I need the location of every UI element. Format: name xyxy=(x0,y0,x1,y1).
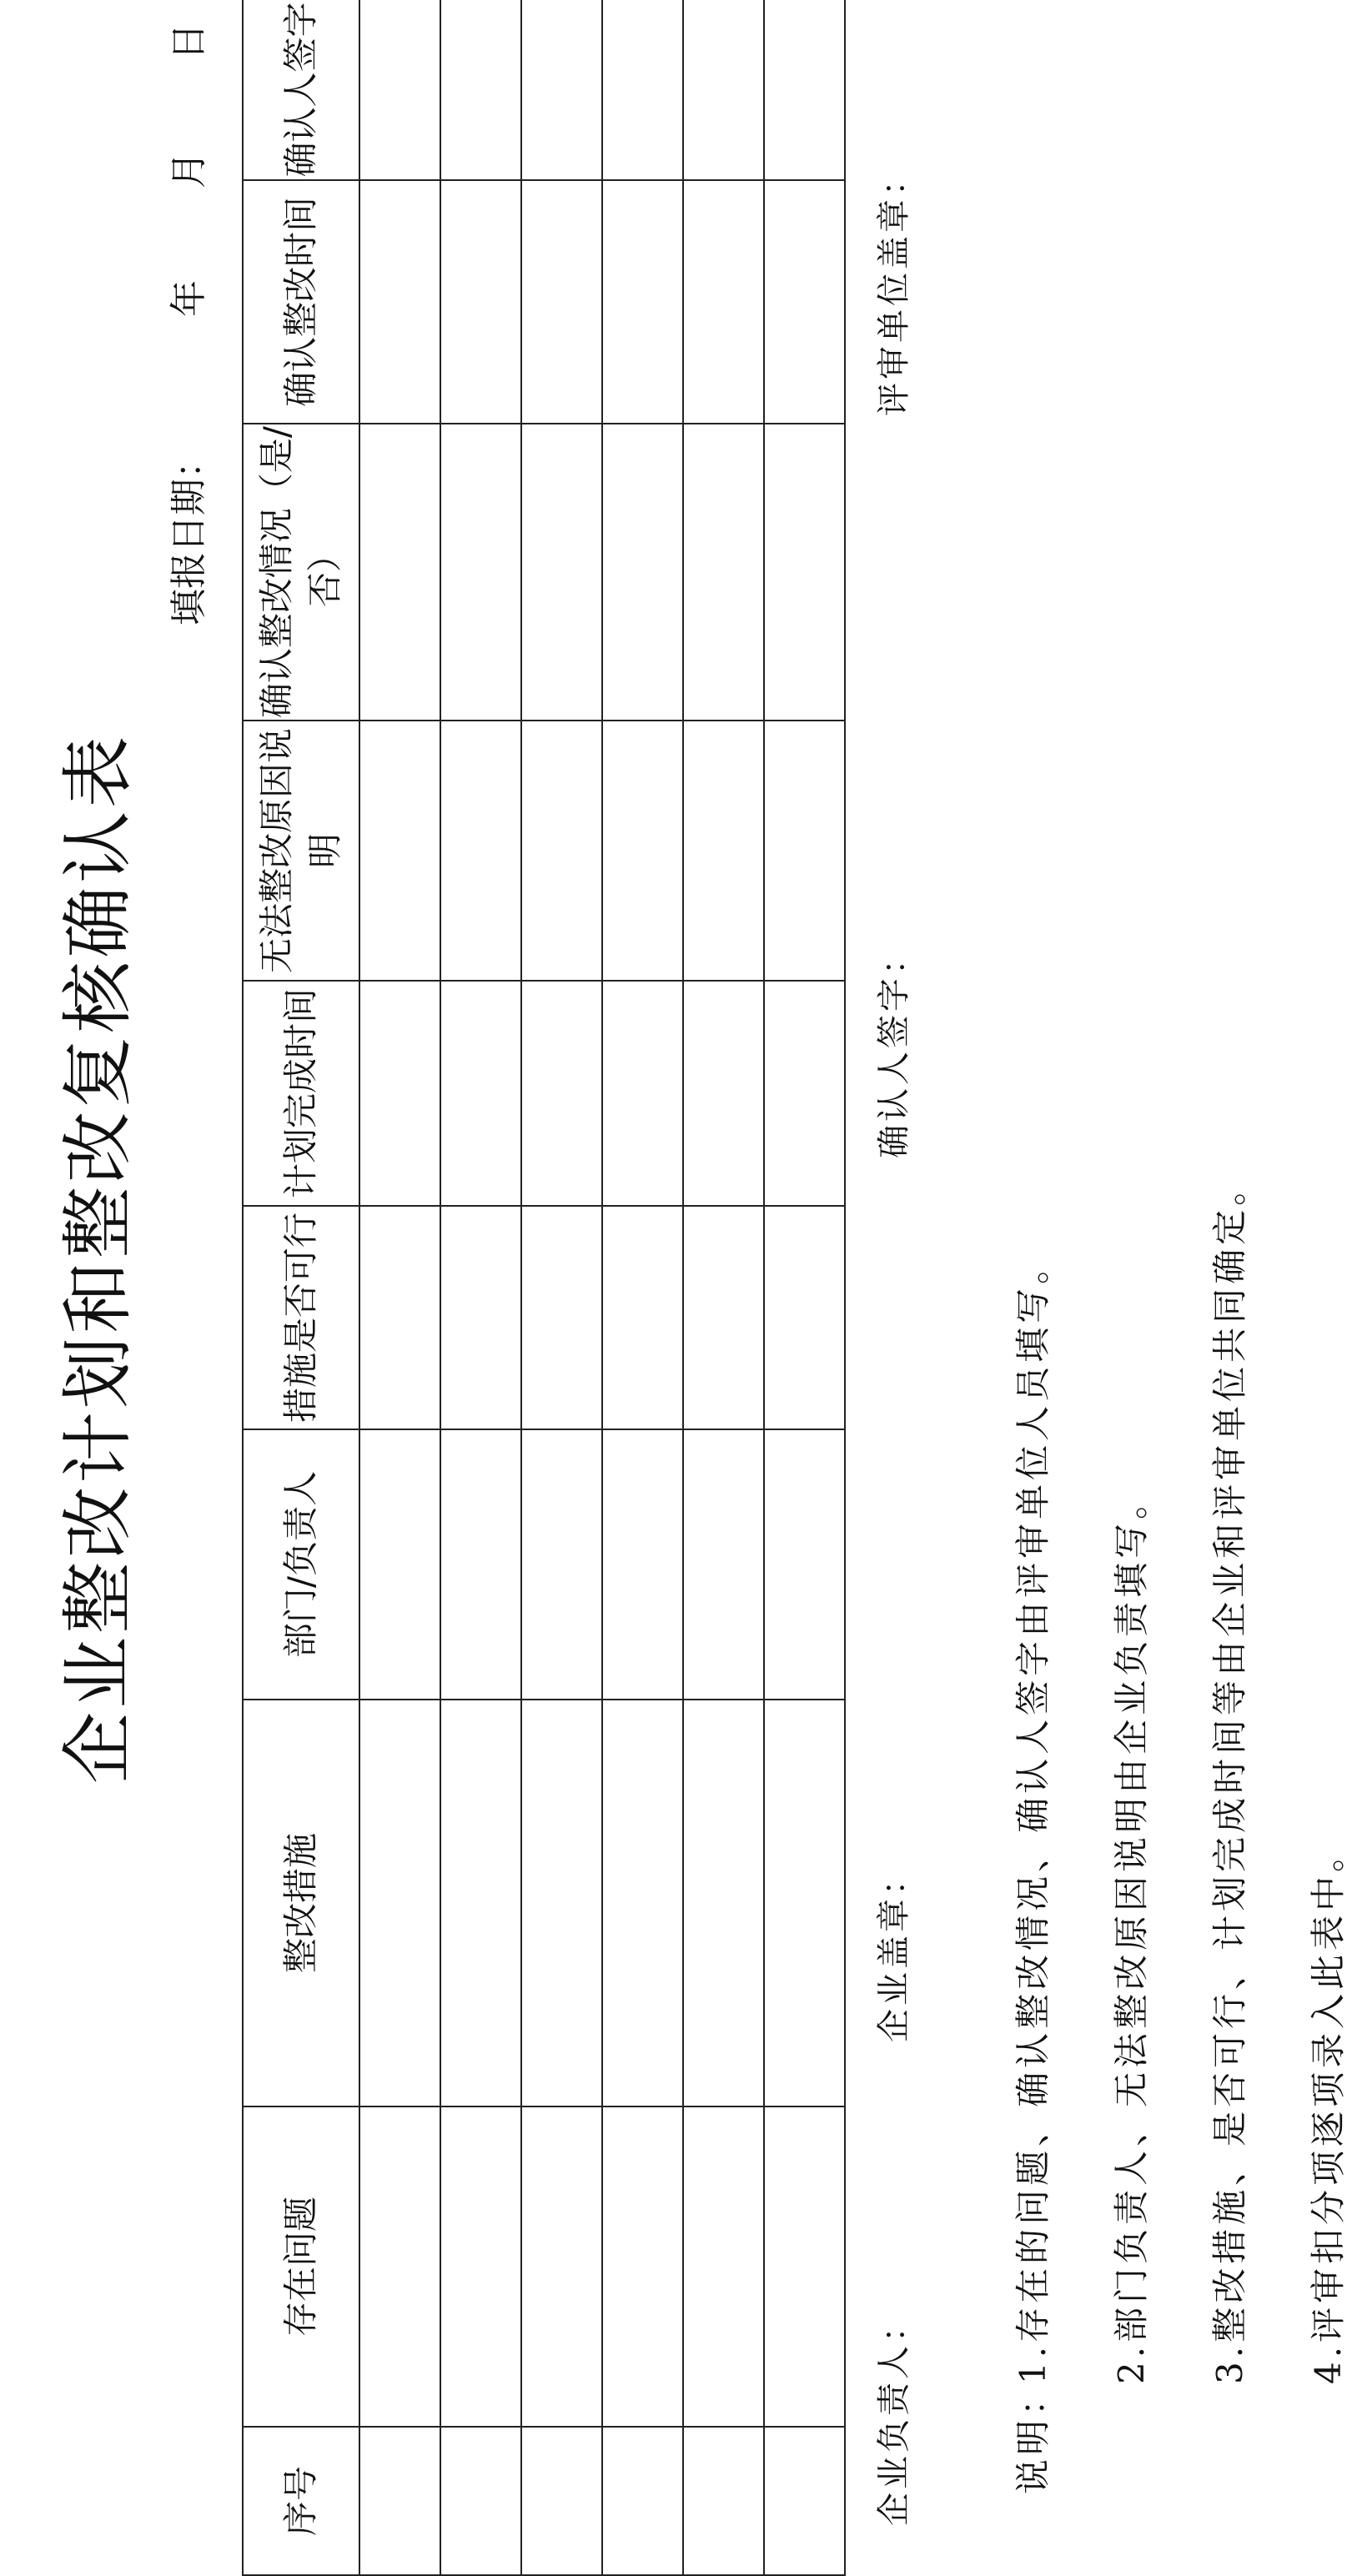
table-cell[interactable] xyxy=(683,981,764,1206)
table-cell[interactable] xyxy=(602,1429,683,1700)
note-item xyxy=(1279,1167,1357,2494)
table-cell[interactable] xyxy=(440,1429,521,1700)
table-cell[interactable] xyxy=(440,0,521,180)
table-cell[interactable] xyxy=(521,0,602,180)
table-cell[interactable] xyxy=(440,1700,521,2106)
table-cell[interactable] xyxy=(521,2427,602,2575)
table-cell[interactable] xyxy=(683,1700,764,2106)
table-cell[interactable] xyxy=(521,1206,602,1429)
table-row xyxy=(359,0,440,2575)
table-cell[interactable] xyxy=(602,2427,683,2575)
table-cell[interactable] xyxy=(521,2106,602,2427)
table-cell[interactable] xyxy=(602,1700,683,2106)
table-cell[interactable] xyxy=(683,2106,764,2427)
table-cell[interactable] xyxy=(602,424,683,721)
report-date-label: 填报日期： xyxy=(168,442,210,625)
table-cell[interactable] xyxy=(521,981,602,1206)
table-cell[interactable] xyxy=(359,1700,440,2106)
header-measure-feasible: 措施是否可行 xyxy=(243,1206,359,1429)
table-header-row xyxy=(243,0,359,2575)
table-cell[interactable] xyxy=(683,1206,764,1429)
table-cell[interactable] xyxy=(764,2427,845,2575)
table-cell[interactable] xyxy=(764,424,845,721)
table-cell[interactable] xyxy=(359,0,440,180)
table-cell[interactable] xyxy=(521,424,602,721)
table-row xyxy=(764,0,845,2575)
table-cell[interactable] xyxy=(359,2106,440,2427)
note-text: 4.评审扣分项逐项录入此表中。 xyxy=(1308,1832,1349,2384)
table-cell[interactable] xyxy=(602,180,683,424)
table-cell[interactable] xyxy=(359,180,440,424)
table-cell[interactable] xyxy=(521,721,602,981)
enterprise-head-label: 企业负责人： xyxy=(875,2306,913,2526)
header-department-owner: 部门/负责人 xyxy=(243,1429,359,1700)
table-cell[interactable] xyxy=(602,2106,683,2427)
table-cell[interactable] xyxy=(764,0,845,180)
table-cell[interactable] xyxy=(359,1206,440,1429)
note-text: 1.存在的问题、确认整改情况、确认人签字由评审单位人员填写。 xyxy=(1013,1244,1053,2384)
table-cell[interactable] xyxy=(683,0,764,180)
note-text: 2.部门负责人、无法整改原因说明由企业负责填写。 xyxy=(1111,1479,1152,2384)
note-text: 3.整改措施、是否可行、计划完成时间等由企业和评审单位共同确定。 xyxy=(1209,1166,1250,2384)
table-cell[interactable] xyxy=(683,180,764,424)
table-cell[interactable] xyxy=(602,0,683,180)
table-cell[interactable] xyxy=(440,981,521,1206)
note-item xyxy=(984,1167,1083,2494)
notes-label: 说明： xyxy=(1013,2376,1053,2494)
table-row xyxy=(602,0,683,2575)
table-body xyxy=(359,0,845,2575)
table-cell[interactable] xyxy=(440,2427,521,2575)
table-cell[interactable] xyxy=(764,1429,845,1700)
enterprise-seal-label: 企业盖章： xyxy=(875,1859,913,2042)
table-row xyxy=(683,0,764,2575)
table-cell[interactable] xyxy=(764,981,845,1206)
table-cell[interactable] xyxy=(683,424,764,721)
table-cell[interactable] xyxy=(521,1429,602,1700)
table-cell[interactable] xyxy=(521,180,602,424)
table-cell[interactable] xyxy=(359,981,440,1206)
table-cell[interactable] xyxy=(440,180,521,424)
table-row xyxy=(521,0,602,2575)
header-rectification-measure: 整改措施 xyxy=(243,1700,359,2106)
table-cell[interactable] xyxy=(359,721,440,981)
report-date-day: 日 xyxy=(168,23,210,60)
table-cell[interactable] xyxy=(764,1206,845,1429)
table-cell[interactable] xyxy=(359,1429,440,1700)
table-cell[interactable] xyxy=(683,2427,764,2575)
table-row xyxy=(440,0,521,2575)
table-cell[interactable] xyxy=(440,424,521,721)
table-cell[interactable] xyxy=(359,2427,440,2575)
table-cell[interactable] xyxy=(764,721,845,981)
header-confirmer-signature: 确认人签字 xyxy=(243,0,359,180)
header-confirm-status: 确认整改情况（是/否） xyxy=(243,424,359,721)
notes-section xyxy=(984,1167,1357,2494)
table-cell[interactable] xyxy=(764,1700,845,2106)
table-cell[interactable] xyxy=(521,1700,602,2106)
table-cell[interactable] xyxy=(440,1206,521,1429)
header-existing-problem: 存在问题 xyxy=(243,2106,359,2427)
table-cell[interactable] xyxy=(602,1206,683,1429)
report-date-year: 年 xyxy=(168,280,210,317)
header-planned-completion: 计划完成时间 xyxy=(243,981,359,1206)
note-item xyxy=(1181,1167,1279,2494)
table-cell[interactable] xyxy=(683,1429,764,1700)
reviewer-seal-label: 评审单位盖章： xyxy=(875,159,913,416)
note-item xyxy=(1083,1167,1181,2494)
table-cell[interactable] xyxy=(764,2106,845,2427)
table-cell[interactable] xyxy=(602,721,683,981)
table-cell[interactable] xyxy=(359,424,440,721)
table-cell[interactable] xyxy=(440,721,521,981)
table-cell[interactable] xyxy=(764,180,845,424)
report-date-line xyxy=(158,23,212,625)
form-title: 企业整改计划和整改复核确认表 xyxy=(57,733,140,1784)
table-cell[interactable] xyxy=(602,981,683,1206)
report-date-month: 月 xyxy=(168,152,210,188)
table-cell[interactable] xyxy=(683,721,764,981)
rectification-table xyxy=(242,0,846,2576)
table-cell[interactable] xyxy=(440,2106,521,2427)
header-confirm-time: 确认整改时间 xyxy=(243,180,359,424)
confirmer-sign-label: 确认人签字： xyxy=(875,938,913,1158)
header-serial-number: 序号 xyxy=(243,2427,359,2575)
header-unrectifiable-reason: 无法整改原因说明 xyxy=(243,721,359,981)
